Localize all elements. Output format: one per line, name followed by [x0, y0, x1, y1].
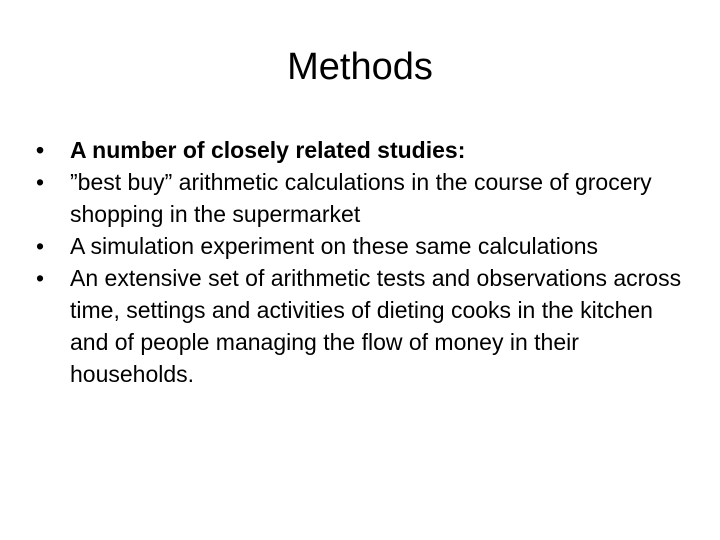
- bullet-item: [36, 230, 686, 262]
- bullet-text: ”best buy” arithmetic calculations in the course of grocery shopping in the supermarket: [70, 169, 652, 227]
- bullet-item: [36, 134, 686, 166]
- bullet-item: [36, 262, 686, 390]
- bullet-item: [36, 166, 686, 230]
- slide-title: Methods: [287, 46, 433, 88]
- bullet-list: [36, 134, 686, 390]
- bullet-text: A number of closely related studies:: [70, 137, 466, 163]
- bullet-icon: •: [36, 265, 45, 291]
- bullet-icon: •: [36, 137, 45, 163]
- bullet-icon: •: [36, 233, 45, 259]
- bullet-text: A simulation experiment on these same calculations: [70, 233, 599, 259]
- bullet-text: An extensive set of arithmetic tests and observations across time, settings and activities of dieting cooks in the kitchen and of people managing the flow of money in their households.: [70, 265, 682, 387]
- bullet-icon: •: [36, 169, 45, 195]
